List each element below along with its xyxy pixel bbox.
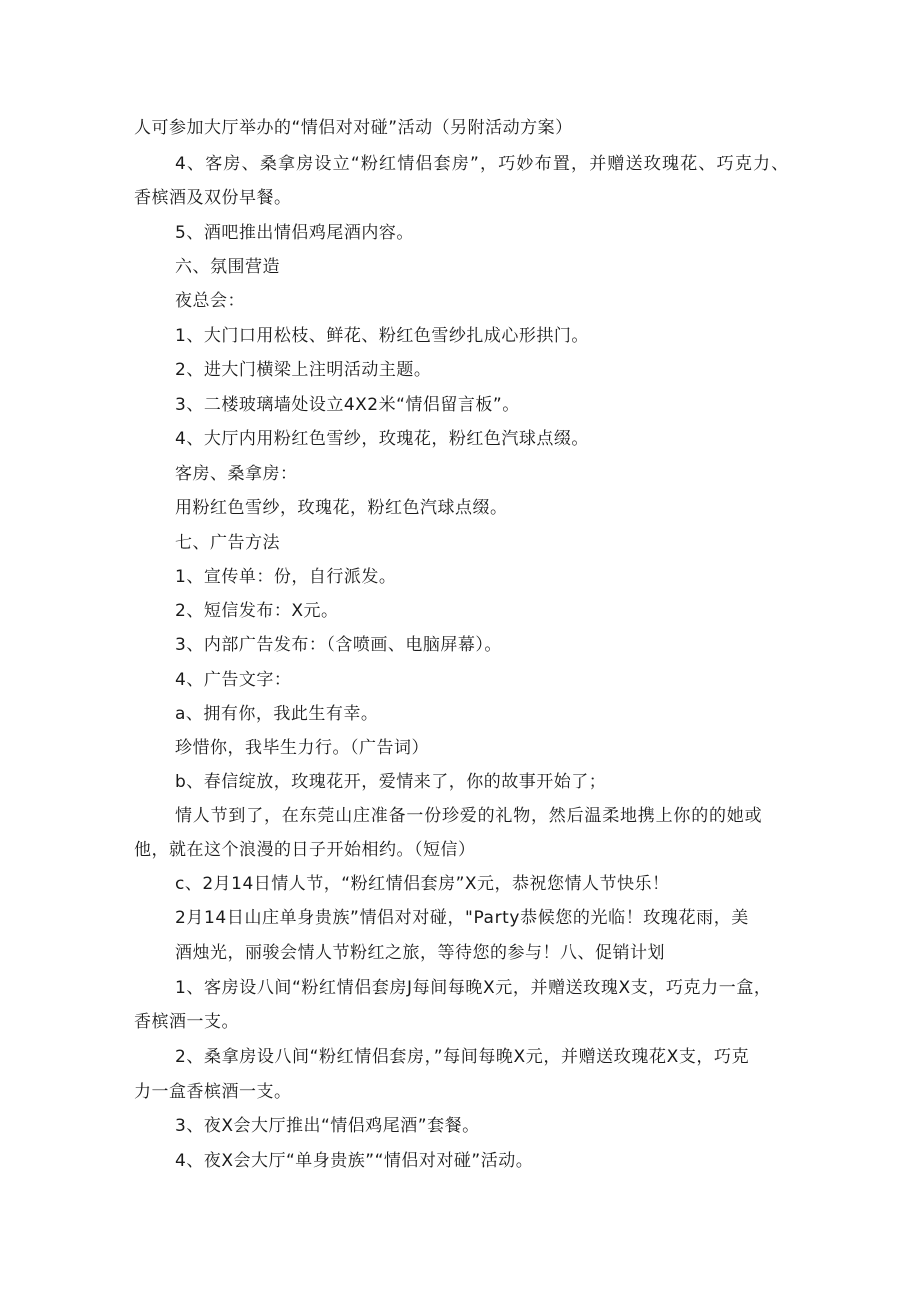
text-line: 他，就在这个浪漫的日子开始相约。（短信） <box>134 840 476 860</box>
text-line: 力一盒香槟酒一支。 <box>134 1082 292 1102</box>
text-line: 用粉红色雪纱，玫瑰花，粉红色汽球点缀。 <box>175 498 508 518</box>
subheading: 客房、桑拿房： <box>175 464 298 484</box>
text-line: 2、进大门横梁上注明活动主题。 <box>175 360 432 380</box>
text-line: 香槟酒一支。 <box>134 1012 239 1032</box>
section-heading: 七、广告方法 <box>175 533 280 553</box>
text-line: 5、酒吧推出情侣鸡尾酒内容。 <box>175 223 414 243</box>
text-line: 1、客房设八间“粉红情侣套房J每间每晚X元，并赠送玫瑰X支，巧克力一盒， <box>175 978 772 998</box>
text-line: 1、大门口用松枝、鲜花、粉红色雪纱扎成心形拱门。 <box>175 326 589 346</box>
text-line: c、2月14日情人节，“粉红情侣套房”X元，恭祝您情人节快乐！ <box>175 874 670 894</box>
text-line: 4、大厅内用粉红色雪纱，玫瑰花，粉红色汽球点缀。 <box>175 429 589 449</box>
text-line: a、拥有你，我此生有幸。 <box>175 704 379 724</box>
text-line: b、春信绽放，玫瑰花开，爱情来了，你的故事开始了； <box>175 772 607 792</box>
text-line: 3、二楼玻璃墙处设立4X2米“情侣留言板”。 <box>175 395 520 415</box>
text-line: 人可参加大厅举办的“情侣对对碰”活动（另附活动方案） <box>134 118 573 138</box>
text-line: 香槟酒及双份早餐。 <box>134 188 292 208</box>
section-heading: 六、氛围营造 <box>175 257 280 277</box>
text-line: 2、桑拿房设八间“粉红情侣套房，”每间每晚X元，并赠送玫瑰花X支，巧克 <box>175 1047 750 1067</box>
text-line: 4、客房、桑拿房设立“粉红情侣套房”，巧妙布置，并赠送玫瑰花、巧克力、 <box>175 154 790 174</box>
subheading: 夜总会： <box>175 291 245 311</box>
text-line: 2、短信发布：X元。 <box>175 601 339 621</box>
text-line: 3、内部广告发布：（含喷画、电脑屏幕）。 <box>175 635 502 655</box>
text-line: 情人节到了，在东莞山庄准备一份珍爱的礼物，然后温柔地携上你的的她或 <box>175 806 763 826</box>
text-line: 1、宣传单：份，自行派发。 <box>175 567 397 587</box>
text-line: 3、夜X会大厅推出“情侣鸡尾酒”套餐。 <box>175 1116 480 1136</box>
text-line: 4、夜X会大厅“单身贵族”“情侣对对碰”活动。 <box>175 1151 534 1171</box>
text-line: 4、广告文字： <box>175 670 292 690</box>
text-line: 酒烛光，丽骏会情人节粉红之旅，等待您的参与！八、促销计划 <box>175 943 665 963</box>
text-line: 珍惜你，我毕生力行。（广告词） <box>175 738 429 758</box>
text-line: 2月14日山庄单身贵族”情侣对对碰，"Party恭候您的光临！玫瑰花雨，美 <box>175 908 749 928</box>
